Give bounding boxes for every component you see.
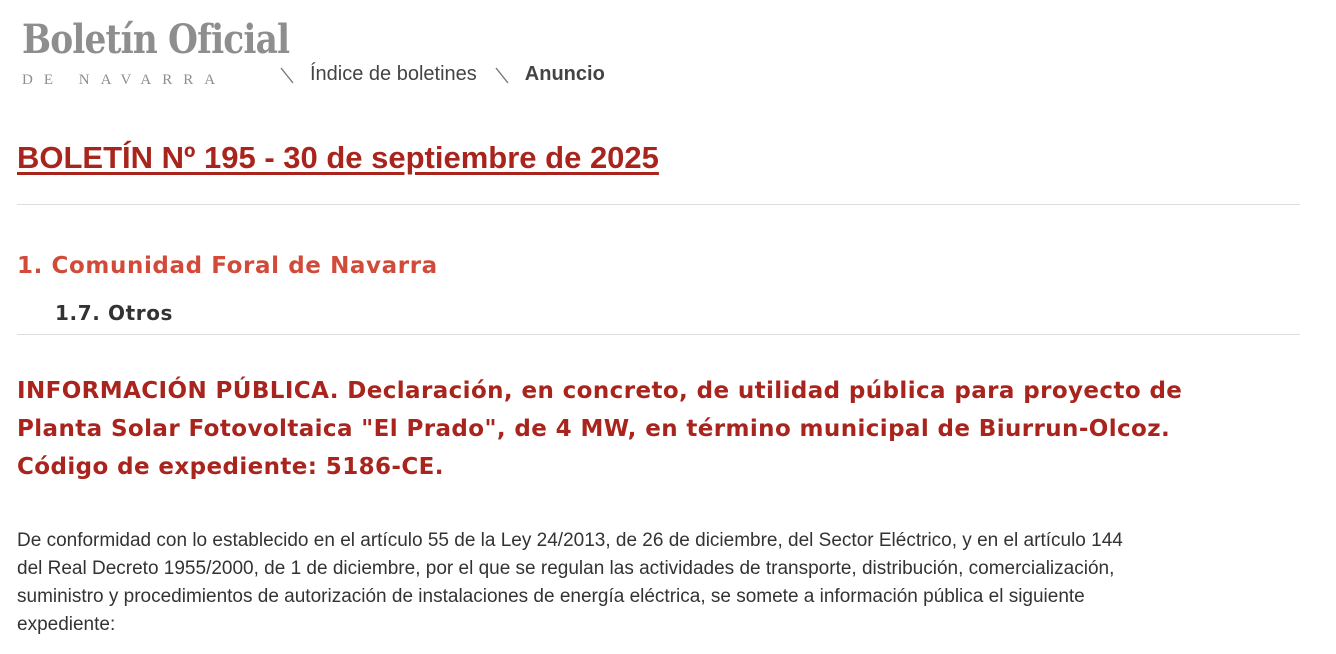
section-title: 1. Comunidad Foral de Navarra	[17, 253, 438, 279]
logo-subtitle: DE NAVARRA	[22, 72, 227, 88]
breadcrumb-current: Anuncio	[524, 63, 605, 85]
breadcrumb-index-link[interactable]: Índice de boletines	[310, 63, 477, 85]
bulletin-title-link[interactable]: BOLETÍN Nº 195 - 30 de septiembre de 2025	[17, 140, 659, 175]
divider	[17, 334, 1300, 335]
subsection-title: 1.7. Otros	[55, 301, 174, 325]
body-line: De conformidad con lo establecido en el artículo 55 de la Ley 24/2013, de 26 de diciembre, del Sector Eléctrico, y en el artículo 144	[17, 530, 1123, 551]
announcement-title-line: INFORMACIÓN PÚBLICA. Declaración, en concreto, de utilidad pública para proyecto de	[17, 378, 1183, 404]
logo-title: Boletín Oficial	[22, 16, 290, 63]
announcement-title-line: Planta Solar Fotovoltaica "El Prado", de 4 MW, en término municipal de Biurrun-Olcoz.	[17, 416, 1171, 442]
breadcrumb	[278, 63, 605, 86]
announcement-body	[17, 527, 1307, 639]
breadcrumb-separator-icon	[493, 65, 511, 85]
body-line: del Real Decreto 1955/2000, de 1 de diciembre, por el que se regulan las actividades de transporte, distribución, comercialización,	[17, 558, 1115, 579]
body-line: suministro y procedimientos de autorización de instalaciones de energía eléctrica, se somete a información pública el siguiente	[17, 586, 1085, 607]
breadcrumb-separator-icon	[278, 65, 296, 85]
announcement-title	[17, 372, 1307, 486]
announcement-title-line: Código de expediente: 5186-CE.	[17, 454, 444, 480]
body-line: expediente:	[17, 614, 116, 635]
divider	[17, 204, 1300, 205]
site-header	[20, 14, 1300, 94]
site-logo[interactable]	[20, 14, 290, 94]
